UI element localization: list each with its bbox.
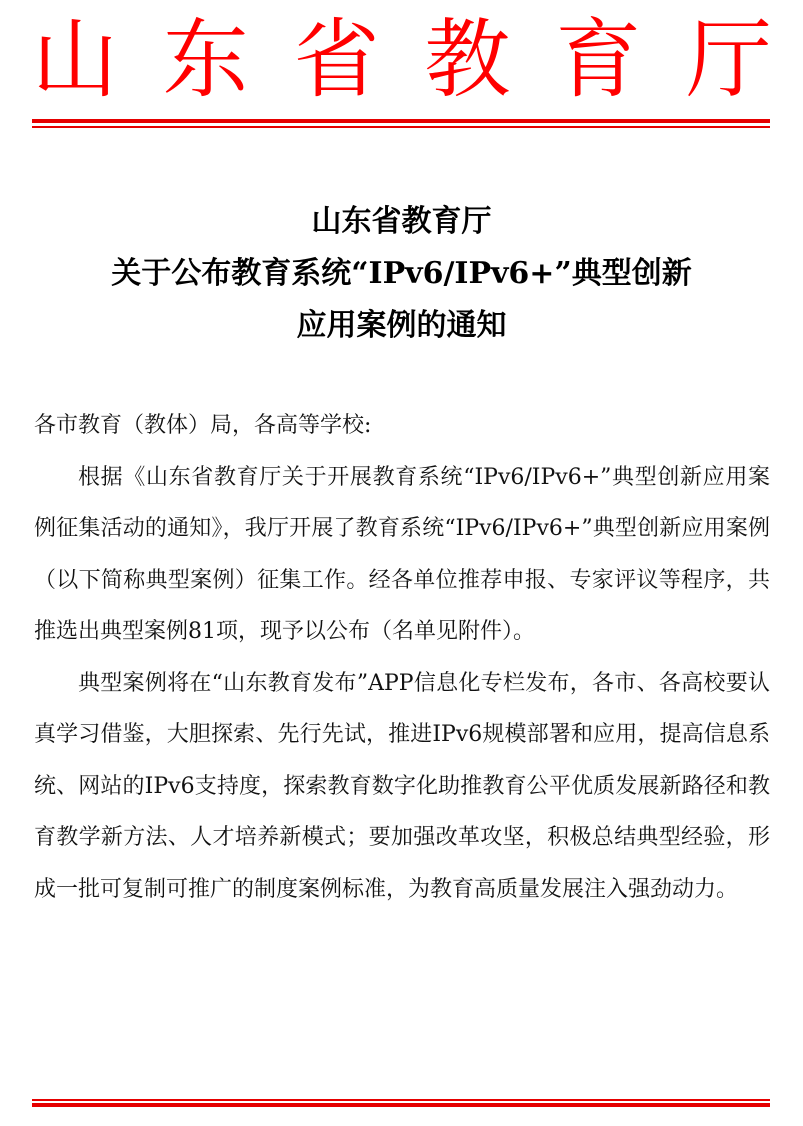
header-rule-thin <box>32 126 770 128</box>
masthead-char: 省 <box>293 10 380 110</box>
footer-rule-thin <box>32 1099 770 1101</box>
masthead-char: 教 <box>424 10 511 110</box>
title-line: 关于公布教育系统“IPv6/IPv6+”典型创新 <box>111 256 692 291</box>
salutation: 各市教育（教体）局，各高等学校: <box>34 413 372 438</box>
body-paragraph: 典型案例将在“山东教育发布”APP信息化专栏发布，各市、各高校要认真学习借鉴，大胆探索、先行先试，推进IPv6规模部署和应用，提高信息系统、网站的IPv6支持度，探索教育数字化助推教育公平优质发展新路径和教育教学新方法、人才培养新模式；要加强改革攻坚，积极总结典型经验，形成一批可复制可推广的制度案例标准，为教育高质量发展注入强劲动力。 <box>34 670 770 902</box>
body-paragraph: 根据《山东省教育厅关于开展教育系统“IPv6/IPv6+”典型创新应用案例征集活动的通知》，我厅开展了教育系统“IPv6/IPv6+”典型创新应用案例（以下简称典型案例）征集工作。经各单位推荐申报、专家评议等程序，共推选出典型案例81项，现予以公布（名单见附件）。 <box>34 464 770 644</box>
masthead-char: 山 <box>32 10 118 110</box>
title-line: 山东省教育厅 <box>311 204 492 239</box>
masthead-char: 厅 <box>685 10 772 110</box>
masthead <box>32 10 772 110</box>
document-body <box>34 400 770 915</box>
title-line: 应用案例的通知 <box>296 308 507 343</box>
masthead-char: 育 <box>555 10 642 110</box>
footer-rule-thick <box>32 1103 770 1107</box>
masthead-char: 东 <box>162 10 249 110</box>
document-title <box>30 196 773 352</box>
header-rule-thick <box>32 119 770 123</box>
